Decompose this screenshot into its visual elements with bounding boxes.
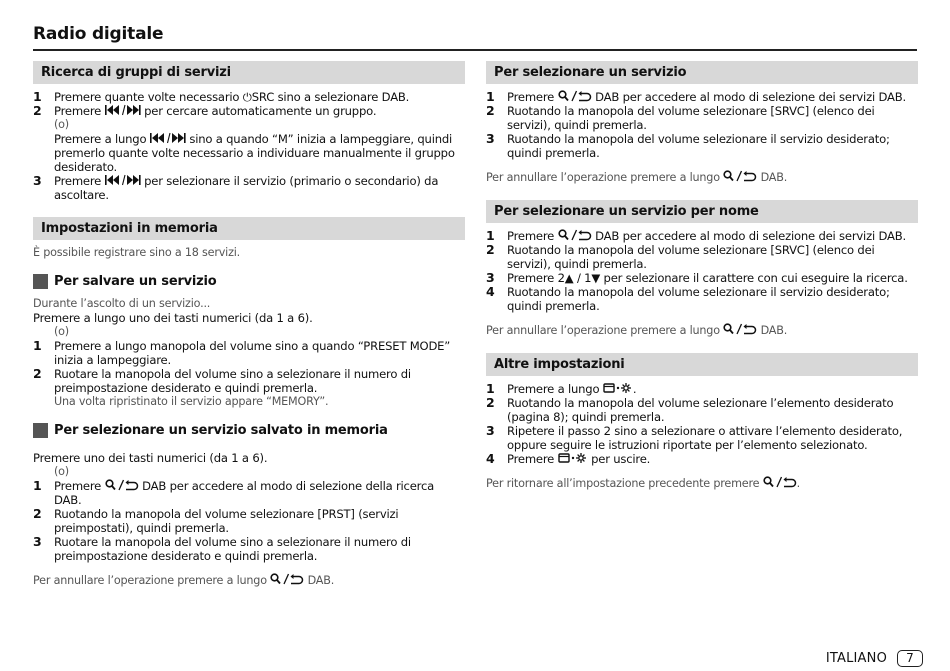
step-number: 1 [33, 478, 42, 493]
step-text [507, 452, 918, 466]
return-note [486, 476, 918, 491]
step-text: Ruotando la manopola del volume selezionare il servizio desiderato; quindi premerla. [507, 285, 890, 313]
step-text [507, 90, 918, 104]
list-item [33, 104, 465, 118]
cancel-note [486, 323, 918, 338]
left-column [33, 61, 465, 588]
step-number: 4 [486, 284, 495, 299]
step-text: Premere a lungo manopola del volume sino a quando “PRESET MODE” inizia a lampeggiare. [54, 339, 451, 367]
step-text-post: per cercare automaticamente un gruppo. [144, 104, 377, 118]
list-item [486, 132, 918, 160]
step-number: 1 [486, 228, 495, 243]
note-pre: Per annullare l’operazione premere a lungo [486, 171, 720, 184]
list-item [33, 132, 465, 174]
list-item [486, 104, 918, 132]
step-text-pre: Premere a lungo [54, 132, 147, 146]
list-item [33, 118, 465, 132]
step-text: Premere 2▲ / 1▼ per selezionare il carattere con cui eseguire la ricerca. [507, 271, 908, 285]
select-by-name-steps [486, 229, 918, 313]
cancel-note [486, 170, 918, 185]
page-number: 7 [897, 650, 923, 667]
step-text: Premere quante volte necessario ⏻SRC sino a selezionare DAB. [54, 90, 410, 104]
list-item [486, 90, 918, 104]
memory-intro: È possibile registrare sino a 18 servizi. [33, 246, 241, 259]
square-bullet-icon [33, 423, 48, 438]
list-item [33, 507, 465, 535]
list-item [33, 465, 465, 479]
step-text [54, 479, 465, 507]
step-number: 1 [33, 338, 42, 353]
list-item [486, 382, 918, 396]
step-text [507, 229, 918, 243]
step-number: 2 [33, 103, 42, 118]
step-text: Ruotando la manopola del volume selezionare il servizio desiderato; quindi premerla. [507, 132, 890, 160]
footer-language: ITALIANO [825, 651, 887, 666]
step-number: 3 [33, 173, 42, 188]
search-back-icon [105, 479, 139, 491]
list-item [486, 452, 918, 466]
step-number: 2 [33, 366, 42, 381]
section-heading-group-search: Ricerca di gruppi di servizi [33, 61, 465, 84]
step-text: Ruotando la manopola del volume selezionare [SRVC] (elenco dei servizi), quindi premerla. [507, 243, 875, 271]
square-bullet-icon [33, 274, 48, 289]
menu-settings-icon [603, 382, 633, 394]
section-heading-other-settings: Altre impostazioni [486, 353, 918, 376]
search-back-icon [723, 323, 757, 335]
note-post: DAB. [760, 171, 788, 184]
search-back-icon [723, 170, 757, 182]
step-text-post: DAB per accedere al modo di selezione dei servizi DAB. [595, 229, 906, 243]
step-number: 2 [486, 103, 495, 118]
step-text-post: per selezionare il servizio (primario o secondario) da ascoltare. [54, 174, 439, 202]
save-context: Durante l’ascolto di un servizio... [33, 297, 211, 310]
subheading-select-saved [33, 423, 465, 438]
list-item [33, 90, 465, 104]
list-item [486, 229, 918, 243]
step-number: 3 [486, 131, 495, 146]
search-back-icon [270, 573, 304, 585]
section-heading-memory: Impostazioni in memoria [33, 217, 465, 240]
step-text-post: per uscire. [591, 452, 651, 466]
search-back-icon [763, 476, 797, 488]
section-heading-select-by-name: Per selezionare un servizio per nome [486, 200, 918, 223]
title-divider [33, 49, 917, 51]
step-text [54, 104, 465, 118]
section-heading-select-service: Per selezionare un servizio [486, 61, 918, 84]
step-text-pre: Premere [507, 452, 555, 466]
step-text: Ruotando la manopola del volume selezionare [PRST] (servizi preimpostati), quindi premerla. [54, 507, 399, 535]
step-text-post: sino a quando “M” inizia a lampeggiare, quindi premerlo quante volte necessario a individuare manualmente il gruppo desiderato. [54, 132, 455, 174]
step-text-pre: Premere [54, 104, 102, 118]
step-text: Ruotando la manopola del volume selezionare [SRVC] (elenco dei servizi), quindi premerla. [507, 104, 875, 132]
select-saved-instruction: Premere uno dei tasti numerici (da 1 a 6). [33, 451, 268, 465]
step-text: Ripetere il passo 2 sino a selezionare o attivare l’elemento desiderato, oppure seguire le istruzioni riportate per l’elemento selezionato. [507, 424, 903, 452]
prev-next-icon [150, 132, 186, 144]
save-instruction: Premere a lungo uno dei tasti numerici (da 1 a 6). [33, 311, 313, 325]
list-item [33, 339, 465, 367]
step-number: 3 [33, 534, 42, 549]
step-text-pre: Premere a lungo [507, 382, 600, 396]
list-item [486, 285, 918, 313]
group-search-steps [33, 90, 465, 202]
step-text-post: . [632, 382, 637, 396]
prev-next-icon [105, 104, 141, 116]
menu-settings-icon [558, 452, 588, 464]
step-number: 2 [486, 242, 495, 257]
list-item [33, 174, 465, 202]
step-text [54, 174, 465, 202]
list-item [486, 271, 918, 285]
list-item [33, 535, 465, 563]
step-number: 1 [486, 89, 495, 104]
note-pre: Per ritornare all’impostazione precedente premere [486, 477, 760, 490]
step-number: 1 [33, 89, 42, 104]
list-item [33, 395, 465, 409]
or-label: (o) [54, 118, 69, 131]
page-title: Radio digitale [33, 24, 164, 44]
step-text-pre: Premere [507, 90, 555, 104]
other-settings-steps [486, 382, 918, 466]
step-text-pre: Premere [54, 174, 102, 188]
note-pre: Per annullare l’operazione premere a lungo [33, 574, 267, 587]
list-item [486, 424, 918, 452]
save-steps [33, 325, 465, 409]
note-post: DAB. [760, 324, 788, 337]
list-item [33, 325, 465, 339]
step-text-post: DAB per accedere al modo di selezione dei servizi DAB. [595, 90, 906, 104]
note-post: DAB. [307, 574, 335, 587]
step-number: 2 [33, 506, 42, 521]
subheading-text: Per selezionare un servizio salvato in memoria [54, 423, 388, 438]
list-item [33, 479, 465, 507]
step-number: 3 [486, 270, 495, 285]
step-number: 4 [486, 451, 495, 466]
list-item [33, 367, 465, 395]
step-note: Una volta ripristinato il servizio appare “MEMORY”. [54, 395, 329, 408]
subheading-save-service [33, 274, 465, 289]
step-text [507, 382, 918, 396]
step-number: 1 [486, 381, 495, 396]
step-text-pre: Premere [507, 229, 555, 243]
prev-next-icon [105, 174, 141, 186]
select-service-steps [486, 90, 918, 160]
step-text: Ruotare la manopola del volume sino a selezionare il numero di preimpostazione desiderato e quindi premerla. [54, 367, 411, 395]
list-item [486, 243, 918, 271]
cancel-note [33, 573, 465, 588]
search-back-icon [558, 90, 592, 102]
select-saved-steps [33, 465, 465, 563]
or-label: (o) [54, 325, 69, 338]
note-post: . [796, 477, 801, 490]
search-back-icon [558, 229, 592, 241]
step-text: Ruotare la manopola del volume sino a selezionare il numero di preimpostazione desiderato e quindi premerla. [54, 535, 411, 563]
step-text: Ruotando la manopola del volume selezionare l’elemento desiderato (pagina 8); quindi premerla. [507, 396, 894, 424]
note-pre: Per annullare l’operazione premere a lungo [486, 324, 720, 337]
step-number: 3 [486, 423, 495, 438]
step-number: 2 [486, 395, 495, 410]
step-text-post: DAB per accedere al modo di selezione della ricerca DAB. [54, 479, 435, 507]
step-text-pre: Premere [54, 479, 102, 493]
list-item [486, 396, 918, 424]
page-footer [826, 650, 923, 667]
step-text [54, 132, 465, 174]
subheading-text: Per salvare un servizio [54, 274, 217, 289]
right-column [486, 61, 918, 491]
or-label: (o) [54, 465, 69, 478]
